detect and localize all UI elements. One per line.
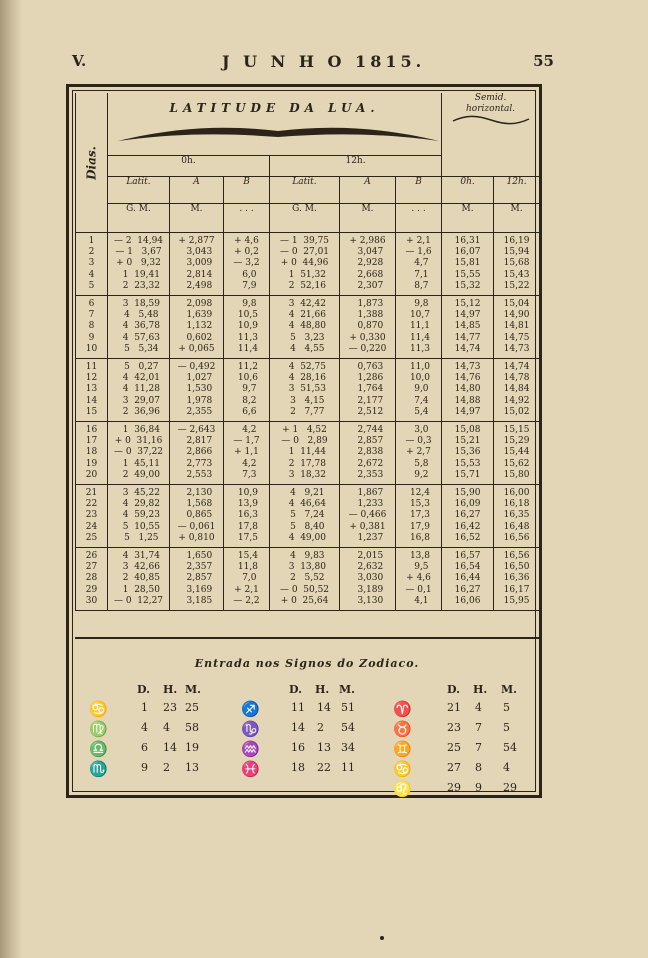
col-semid-0: 0h. bbox=[442, 177, 494, 204]
unit-m-a0: M. bbox=[170, 204, 224, 233]
semid-12h: 16,56 16,50 16,36 16,17 15,95 bbox=[494, 548, 540, 611]
page-gutter-shadow bbox=[0, 0, 22, 958]
days-column-header bbox=[76, 93, 108, 233]
entry-hour: 23 bbox=[163, 701, 177, 714]
coef-a-0h: 2,098 1,639 1,132 0,602 + 0,065 bbox=[170, 296, 224, 359]
coef-b-12h: + 2,1 — 1,6 4,7 7,1 8,7 bbox=[396, 233, 442, 296]
day-numbers: 6 7 8 9 10 bbox=[76, 296, 108, 359]
unit-gm-0: G. M. bbox=[108, 204, 170, 233]
table-row-group bbox=[76, 548, 540, 611]
table-row-group bbox=[76, 485, 540, 548]
zodiac-group-2 bbox=[241, 683, 381, 781]
coef-a-12h: + 2,986 3,047 2,928 2,668 2,307 bbox=[340, 233, 396, 296]
zodiac-header-2 bbox=[241, 683, 381, 701]
entry-hour: 2 bbox=[163, 761, 170, 774]
col-latit-12: Latit. bbox=[270, 177, 340, 204]
semid-0h: 15,08 15,21 15,36 15,53 15,71 bbox=[442, 422, 494, 485]
semid-0h: 14,73 14,76 14,80 14,88 14,97 bbox=[442, 359, 494, 422]
entry-hour: 13 bbox=[317, 741, 331, 754]
zodiac-sign-icon: ♋ bbox=[393, 760, 412, 778]
latitude-0h: 3 18,59 4 5,48 4 36,78 4 57,63 5 5,34 bbox=[108, 296, 170, 359]
zodiac-rows-1 bbox=[89, 701, 219, 781]
entry-minute: 54 bbox=[341, 721, 355, 734]
entry-hour: 22 bbox=[317, 761, 331, 774]
latitude-12h: 4 9,83 3 13,80 2 5,52 — 0 50,52 + 0 25,64 bbox=[270, 548, 340, 611]
entry-minute: 58 bbox=[185, 721, 199, 734]
entry-day: 23 bbox=[447, 721, 461, 734]
header-h: H. bbox=[315, 683, 330, 696]
semid-12h: 16,00 16,18 16,35 16,48 16,56 bbox=[494, 485, 540, 548]
zodiac-sign-icon: ♌ bbox=[393, 780, 412, 798]
header-d: D. bbox=[447, 683, 460, 696]
zodiac-sign-icon: ♉ bbox=[393, 720, 412, 738]
header-m: M. bbox=[339, 683, 356, 696]
latitude-title-cell bbox=[108, 93, 442, 156]
day-numbers: 11 12 13 14 15 bbox=[76, 359, 108, 422]
col-b-12: B bbox=[396, 177, 442, 204]
zodiac-sign-icon: ♐ bbox=[241, 700, 260, 718]
semid-0h: 15,12 14,97 14,85 14,77 14,74 bbox=[442, 296, 494, 359]
entry-hour: 2 bbox=[317, 721, 324, 734]
entry-hour: 7 bbox=[475, 721, 482, 734]
latitude-0h: 1 36,84 + 0 31,16 — 0 37,22 1 45,11 2 49,00 bbox=[108, 422, 170, 485]
entry-minute: 34 bbox=[341, 741, 355, 754]
coef-a-0h: 2,130 1,568 0,865 — 0,061 + 0,810 bbox=[170, 485, 224, 548]
latitude-12h: 4 52,75 4 28,16 3 51,53 3 4,15 2 7,77 bbox=[270, 359, 340, 422]
running-head bbox=[72, 52, 554, 76]
entry-minute: 54 bbox=[503, 741, 517, 754]
entry-minute: 5 bbox=[503, 721, 510, 734]
coef-a-0h: 1,650 2,357 2,857 3,169 3,185 bbox=[170, 548, 224, 611]
coef-a-12h: 1,873 1,388 0,870 + 0,330 — 0,220 bbox=[340, 296, 396, 359]
day-numbers: 1 2 3 4 5 bbox=[76, 233, 108, 296]
coef-b-0h: 10,9 13,9 16,3 17,8 17,5 bbox=[224, 485, 270, 548]
zodiac-row bbox=[241, 761, 381, 781]
entry-minute: 25 bbox=[185, 701, 199, 714]
semid-0h: 16,57 16,54 16,44 16,27 16,06 bbox=[442, 548, 494, 611]
entry-hour: 8 bbox=[475, 761, 482, 774]
table-body bbox=[76, 233, 540, 611]
table-row-group bbox=[76, 359, 540, 422]
days-label: Dias. bbox=[83, 145, 98, 180]
hour-0-header: 0h. bbox=[108, 156, 270, 177]
header-m: M. bbox=[185, 683, 202, 696]
coef-b-12h: 11,0 10,0 9,0 7,4 5,4 bbox=[396, 359, 442, 422]
zodiac-sign-icon: ♍ bbox=[89, 720, 108, 738]
semid-line-1: Semid. bbox=[474, 93, 507, 103]
coef-b-12h: 9,8 10,7 11,1 11,4 11,3 bbox=[396, 296, 442, 359]
entry-day: 27 bbox=[447, 761, 461, 774]
coef-b-12h: 13,8 9,5 + 4,6 — 0,1 4,1 bbox=[396, 548, 442, 611]
entry-day: 11 bbox=[291, 701, 305, 714]
entry-day: 4 bbox=[141, 721, 148, 734]
header-d: D. bbox=[137, 683, 150, 696]
entry-day: 18 bbox=[291, 761, 305, 774]
zodiac-sign-icon: ♓ bbox=[241, 760, 260, 778]
col-a-0: A bbox=[170, 177, 224, 204]
coef-a-0h: + 2,877 3,043 3,009 2,814 2,498 bbox=[170, 233, 224, 296]
zodiac-row bbox=[241, 701, 381, 721]
latitude-12h: 3 42,42 4 21,66 4 48,80 5 3,23 4 4,55 bbox=[270, 296, 340, 359]
zodiac-title: Entrada nos Signos do Zodiaco. bbox=[194, 657, 420, 670]
latitude-0h: 3 45,22 4 29,82 4 59,23 5 10,55 5 1,25 bbox=[108, 485, 170, 548]
coef-a-12h: 0,763 1,286 1,764 2,177 2,512 bbox=[340, 359, 396, 422]
coef-b-12h: 3,0 — 0,3 + 2,7 5,8 9,2 bbox=[396, 422, 442, 485]
entry-day: 16 bbox=[291, 741, 305, 754]
zodiac-sign-icon: ♒ bbox=[241, 740, 260, 758]
semid-12h: 14,74 14,78 14,84 14,92 15,02 bbox=[494, 359, 540, 422]
entry-hour: 14 bbox=[163, 741, 177, 754]
zodiac-header-3 bbox=[393, 683, 533, 701]
zodiac-rows-2 bbox=[241, 701, 381, 781]
unit-m-s0: M. bbox=[442, 204, 494, 233]
entry-day: 6 bbox=[141, 741, 148, 754]
semid-0h: 15,90 16,09 16,27 16,42 16,52 bbox=[442, 485, 494, 548]
entry-hour: 14 bbox=[317, 701, 331, 714]
latitude-12h: + 1 4,52 — 0 2,89 1 11,44 2 17,78 3 18,32 bbox=[270, 422, 340, 485]
coef-b-0h: 11,2 10,6 9,7 8,2 6,6 bbox=[224, 359, 270, 422]
latitude-12h: — 1 39,75 — 0 27,01 + 0 44,96 1 51,32 2 52,16 bbox=[270, 233, 340, 296]
zodiac-sign-icon: ♋ bbox=[89, 700, 108, 718]
zodiac-sign-icon: ♑ bbox=[241, 720, 260, 738]
entry-minute: 4 bbox=[503, 761, 510, 774]
latitude-title: LATITUDE DA LUA. bbox=[169, 101, 380, 115]
entry-minute: 29 bbox=[503, 781, 517, 794]
zodiac-row bbox=[393, 761, 533, 781]
coef-b-0h: + 4,6 + 0,2 — 3,2 6,0 7,9 bbox=[224, 233, 270, 296]
entry-hour: 7 bbox=[475, 741, 482, 754]
moon-latitude-table bbox=[75, 93, 540, 611]
col-semid-12: 12h. bbox=[494, 177, 540, 204]
zodiac-row bbox=[393, 721, 533, 741]
latitude-0h: — 2 14,94 — 1 3,67 + 0 9,32 1 19,41 2 23,32 bbox=[108, 233, 170, 296]
semid-12h: 16,19 15,94 15,68 15,43 15,22 bbox=[494, 233, 540, 296]
coef-a-12h: 1,867 1,233 — 0,466 + 0,381 1,237 bbox=[340, 485, 396, 548]
coef-b-0h: 9,8 10,5 10,9 11,3 11,4 bbox=[224, 296, 270, 359]
section-number: V. bbox=[72, 52, 87, 70]
latitude-0h: 4 31,74 3 42,66 2 40,85 1 28,50 — 0 12,27 bbox=[108, 548, 170, 611]
col-a-12: A bbox=[340, 177, 396, 204]
semid-line-2: horizontal. bbox=[466, 104, 516, 115]
coef-a-0h: — 2,643 2,817 2,866 2,773 2,553 bbox=[170, 422, 224, 485]
entry-day: 1 bbox=[141, 701, 148, 714]
semid-0h: 16,31 16,07 15,81 15,55 15,32 bbox=[442, 233, 494, 296]
wave-ornament-icon bbox=[451, 115, 531, 125]
unit-m-a12: M. bbox=[340, 204, 396, 233]
zodiac-group-3 bbox=[393, 683, 533, 801]
swash-ornament-icon bbox=[116, 123, 441, 145]
coef-b-0h: 15,4 11,8 7,0 + 2,1 — 2,2 bbox=[224, 548, 270, 611]
table-row-group bbox=[76, 422, 540, 485]
zodiac-header-1 bbox=[89, 683, 219, 701]
coef-b-12h: 12,4 15,3 17,3 17,9 16,8 bbox=[396, 485, 442, 548]
zodiac-sign-icon: ♈ bbox=[393, 700, 412, 718]
coef-a-12h: 2,744 2,857 2,838 2,672 2,353 bbox=[340, 422, 396, 485]
latitude-0h: 5 0,27 4 42,01 4 11,28 3 29,07 2 36,96 bbox=[108, 359, 170, 422]
entry-day: 29 bbox=[447, 781, 461, 794]
zodiac-row bbox=[241, 741, 381, 761]
zodiac-group-1 bbox=[89, 683, 219, 781]
day-numbers: 16 17 18 19 20 bbox=[76, 422, 108, 485]
zodiac-row bbox=[393, 701, 533, 721]
table-frame bbox=[66, 84, 542, 798]
page-number: 55 bbox=[533, 52, 554, 70]
entry-minute: 51 bbox=[341, 701, 355, 714]
coef-a-12h: 2,015 2,632 3,030 3,189 3,130 bbox=[340, 548, 396, 611]
unit-dots-b0: . . . bbox=[224, 204, 270, 233]
entry-hour: 9 bbox=[475, 781, 482, 794]
coef-b-0h: 4,2 — 1,7 + 1,1 4,2 7,3 bbox=[224, 422, 270, 485]
entry-minute: 13 bbox=[185, 761, 199, 774]
semidiameter-header bbox=[442, 93, 540, 177]
semid-12h: 15,15 15,29 15,44 15,62 15,80 bbox=[494, 422, 540, 485]
hour-12-header: 12h. bbox=[270, 156, 442, 177]
latitude-12h: 4 9,21 4 46,64 5 7,24 5 8,40 4 49,00 bbox=[270, 485, 340, 548]
entry-day: 21 bbox=[447, 701, 461, 714]
entry-day: 9 bbox=[141, 761, 148, 774]
zodiac-row bbox=[89, 761, 219, 781]
col-b-0: B bbox=[224, 177, 270, 204]
day-numbers: 26 27 28 29 30 bbox=[76, 548, 108, 611]
entry-hour: 4 bbox=[163, 721, 170, 734]
ink-speck bbox=[380, 936, 384, 940]
zodiac-row bbox=[393, 781, 533, 801]
zodiac-sign-icon: ♎ bbox=[89, 740, 108, 758]
table-row-group bbox=[76, 233, 540, 296]
entry-hour: 4 bbox=[475, 701, 482, 714]
zodiac-sign-icon: ♏ bbox=[89, 760, 108, 778]
header-m: M. bbox=[501, 683, 518, 696]
page-heading: J U N H O 1815. bbox=[222, 52, 426, 71]
table-row-group bbox=[76, 296, 540, 359]
unit-m-s12: M. bbox=[494, 204, 540, 233]
zodiac-row bbox=[241, 721, 381, 741]
header-d: D. bbox=[289, 683, 302, 696]
table-inner-frame bbox=[72, 90, 536, 798]
entry-day: 14 bbox=[291, 721, 305, 734]
entry-minute: 19 bbox=[185, 741, 199, 754]
entry-minute: 11 bbox=[341, 761, 355, 774]
header-h: H. bbox=[163, 683, 178, 696]
zodiac-rows-3 bbox=[393, 701, 533, 801]
zodiac-row bbox=[393, 741, 533, 761]
entry-minute: 5 bbox=[503, 701, 510, 714]
unit-dots-b12: . . . bbox=[396, 204, 442, 233]
table-bottom-rule bbox=[75, 637, 539, 639]
zodiac-sign-icon: ♊ bbox=[393, 740, 412, 758]
zodiac-row bbox=[89, 701, 219, 721]
semid-12h: 15,04 14,90 14,81 14,75 14,73 bbox=[494, 296, 540, 359]
zodiac-section bbox=[75, 647, 539, 797]
col-latit-0: Latit. bbox=[108, 177, 170, 204]
unit-gm-12: G. M. bbox=[270, 204, 340, 233]
coef-a-0h: — 0,492 1,027 1,530 1,978 2,355 bbox=[170, 359, 224, 422]
zodiac-row bbox=[89, 721, 219, 741]
zodiac-row bbox=[89, 741, 219, 761]
day-numbers: 21 22 23 24 25 bbox=[76, 485, 108, 548]
header-h: H. bbox=[473, 683, 488, 696]
entry-day: 25 bbox=[447, 741, 461, 754]
